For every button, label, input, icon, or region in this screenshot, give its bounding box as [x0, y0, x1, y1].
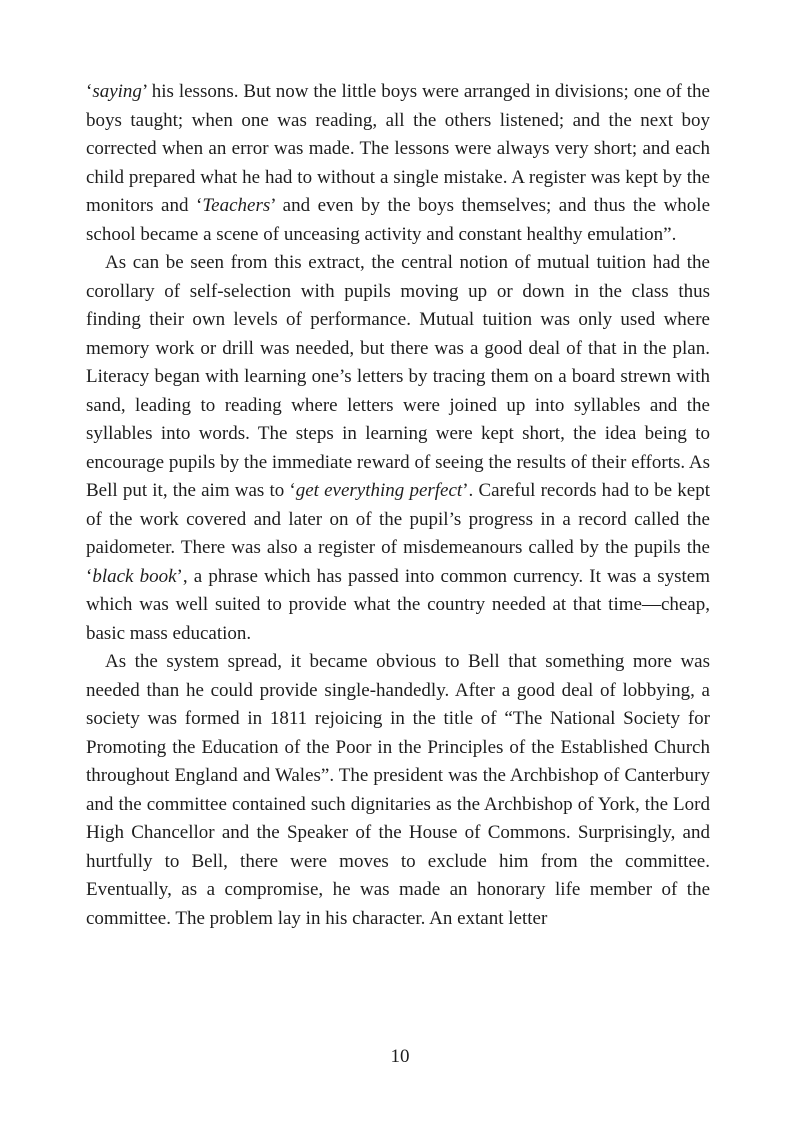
- italic-text-run: black book: [92, 565, 177, 587]
- text-run: ’ and even by the boys themselves; and thus the whole school became a scene of unceasing activity and constant healthy emulation”.: [86, 195, 710, 245]
- paragraph-3: [86, 648, 710, 933]
- paragraph-1: [86, 78, 710, 249]
- text-run: ’ his lessons. But now the little boys were arranged in divisions; one of the boys taught; when one was reading, all the others listened; and the next boy corrected when an error was made. The lessons were always very short; and each child prepared what he had to without a single mistake. A register was kept by the monitors and ‘: [86, 81, 710, 216]
- italic-text-run: saying: [92, 81, 142, 102]
- page-body: [86, 78, 710, 933]
- page-number: 10: [390, 1046, 410, 1067]
- body-text: [86, 78, 710, 933]
- text-run: As can be seen from this extract, the central notion of mutual tuition had the corollary of self-selection with pupils moving up or down in the class thus finding their own levels of performance. Mutual tuition was only used where memory work or drill was needed, but there was a good deal of that in the plan. Literacy began with learning one’s letters by tracing them on a board strewn with sand, leading to reading where letters were joined up into syllables and the syllables into words. The steps in learning were kept short, the idea being to encourage pupils by the immediate reward of seeing the results of their efforts. As Bell put it, the aim was to ‘: [86, 252, 710, 501]
- text-run: ’. Careful records had to be kept of the work covered and later on of the pupil’s progress in a record called the paidometer. There was also a register of misdemeanours called by the pupils the ‘: [86, 480, 710, 587]
- italic-text-run: Teachers: [202, 195, 271, 216]
- text-run: ’, a phrase which has passed into common currency. It was a system which was well suited to provide what the country needed at that time—cheap, basic mass education.: [86, 565, 711, 644]
- text-run: ‘: [86, 81, 93, 102]
- text-run: As the system spread, it became obvious to Bell that something more was needed than he could provide single-handedly. After a good deal of lobbying, a society was formed in 1811 rejoicing in the title of “The National Society for Promoting the Education of the Poor in the Principles of the Established Church throughout England and Wales”. The president was the Archbishop of Canterbury and the committee contained such dignitaries as the Archbishop of York, the Lord High Chancellor and the Speaker of the House of Commons. Surprisingly, and hurtfully to Bell, there were moves to exclude him from the committee. Eventually, as a compromise, he was made an honorary life member of the committee. The problem lay in his character. An extant letter: [86, 651, 710, 929]
- italic-text-run: get everything perfect: [295, 480, 463, 501]
- paragraph-2: [86, 249, 710, 648]
